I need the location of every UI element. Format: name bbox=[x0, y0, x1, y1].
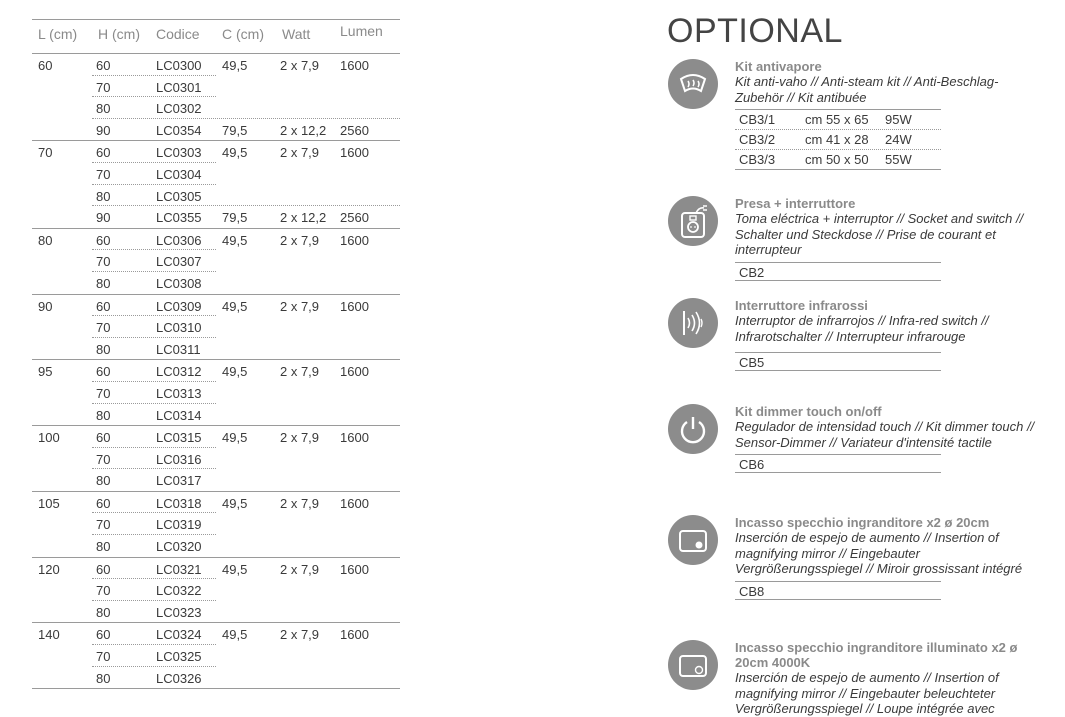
cell-code: LC0354 bbox=[156, 122, 202, 138]
item-title: Presa + interruttore bbox=[735, 196, 856, 211]
cell-code: LC0316 bbox=[156, 451, 202, 467]
cell-code: LC0320 bbox=[156, 539, 202, 555]
cell-h: 90 bbox=[96, 122, 111, 138]
power-dimmer-icon bbox=[668, 404, 718, 454]
cell-l: 95 bbox=[38, 364, 53, 380]
cell-lumen: 2560 bbox=[340, 122, 369, 138]
cell-code: LC0315 bbox=[156, 430, 202, 446]
cell-watt: 2 x 7,9 bbox=[280, 364, 320, 380]
table-row bbox=[32, 185, 400, 207]
cell-code: LC0313 bbox=[156, 385, 202, 401]
kit-size: cm 55 x 65 bbox=[805, 112, 869, 127]
table-group bbox=[32, 558, 400, 624]
header-lumen: Lumen bbox=[340, 23, 383, 39]
cell-watt: 2 x 7,9 bbox=[280, 232, 320, 248]
item-desc: Inserción de espejo de aumento // Insertion of magnifying mirror // Eingebauter Vergrößerungsspiegel // Miroir grossissant intégré bbox=[735, 530, 1023, 576]
cell-h: 80 bbox=[96, 407, 111, 423]
cell-l: 100 bbox=[38, 430, 60, 446]
table-group bbox=[32, 141, 400, 228]
cell-code: LC0306 bbox=[156, 232, 202, 248]
cell-lumen: 1600 bbox=[340, 495, 369, 511]
table-row bbox=[32, 163, 400, 185]
illuminated-mirror-icon bbox=[668, 640, 718, 690]
cell-h: 80 bbox=[96, 341, 111, 357]
item-title: Kit dimmer touch on/off bbox=[735, 404, 882, 419]
cell-l: 120 bbox=[38, 561, 60, 577]
table-group bbox=[32, 360, 400, 426]
table-group bbox=[32, 229, 400, 295]
item-code: CB8 bbox=[735, 581, 941, 600]
item-code: CB6 bbox=[735, 454, 941, 473]
cell-l: 140 bbox=[38, 627, 60, 643]
header-code: Codice bbox=[156, 26, 200, 42]
cell-h: 70 bbox=[96, 79, 111, 95]
table-row bbox=[32, 54, 400, 76]
cell-code: LC0326 bbox=[156, 670, 202, 686]
cell-code: LC0300 bbox=[156, 58, 202, 73]
table-row bbox=[32, 272, 400, 294]
cell-lumen: 1600 bbox=[340, 145, 369, 161]
kit-size: cm 50 x 50 bbox=[805, 152, 869, 167]
kit-watt: 24W bbox=[885, 132, 912, 147]
cell-l: 90 bbox=[38, 298, 53, 314]
table-group bbox=[32, 426, 400, 492]
cell-code: LC0305 bbox=[156, 188, 202, 204]
kit-code: CB3/2 bbox=[739, 132, 776, 147]
cell-l: 60 bbox=[38, 58, 53, 73]
cell-code: LC0325 bbox=[156, 649, 202, 665]
table-row bbox=[32, 492, 400, 514]
cell-watt: 2 x 7,9 bbox=[280, 495, 320, 511]
cell-code: LC0319 bbox=[156, 517, 202, 533]
table-group bbox=[32, 295, 400, 361]
socket-switch-icon bbox=[668, 196, 718, 246]
table-row bbox=[32, 601, 400, 623]
kit-code: CB3/3 bbox=[739, 152, 776, 167]
cell-watt: 2 x 12,2 bbox=[280, 210, 327, 226]
kit-code: CB3/1 bbox=[739, 112, 776, 127]
cell-l: 70 bbox=[38, 145, 53, 161]
table-row bbox=[32, 404, 400, 426]
cell-h: 80 bbox=[96, 539, 111, 555]
optional-title: OPTIONAL bbox=[667, 12, 843, 50]
cell-c: 49,5 bbox=[222, 232, 248, 248]
cell-l: 80 bbox=[38, 232, 53, 248]
kit-size: cm 41 x 28 bbox=[805, 132, 869, 147]
cell-h: 70 bbox=[96, 451, 111, 467]
cell-c: 79,5 bbox=[222, 210, 248, 226]
cell-c: 49,5 bbox=[222, 298, 248, 314]
table-row bbox=[32, 469, 400, 491]
item-title: Interruttore infrarossi bbox=[735, 298, 868, 313]
item-title: Incasso specchio ingranditore illuminato x2 ø 20cm 4000K bbox=[735, 640, 1018, 670]
header-watt: Watt bbox=[282, 26, 311, 42]
cell-code: LC0310 bbox=[156, 320, 202, 336]
table-row bbox=[32, 119, 400, 141]
cell-lumen: 1600 bbox=[340, 561, 369, 577]
cell-c: 49,5 bbox=[222, 495, 248, 511]
kit-watt: 55W bbox=[885, 152, 912, 167]
cell-h: 60 bbox=[96, 58, 111, 73]
cell-code: LC0304 bbox=[156, 166, 202, 182]
cell-h: 80 bbox=[96, 670, 111, 686]
kit-row bbox=[735, 110, 941, 129]
cell-code: LC0302 bbox=[156, 101, 202, 117]
cell-code: LC0309 bbox=[156, 298, 202, 314]
table-row bbox=[32, 338, 400, 360]
cell-lumen: 1600 bbox=[340, 232, 369, 248]
header-l: L (cm) bbox=[38, 26, 78, 42]
table-row bbox=[32, 141, 400, 163]
item-title: Kit antivapore bbox=[735, 59, 822, 74]
item-title: Incasso specchio ingranditore x2 ø 20cm bbox=[735, 515, 990, 530]
table-group bbox=[32, 54, 400, 141]
item-code: CB2 bbox=[735, 262, 941, 281]
header-c: C (cm) bbox=[222, 26, 264, 42]
table-row bbox=[32, 382, 400, 404]
cell-h: 70 bbox=[96, 254, 111, 270]
item-desc: Inserción de espejo de aumento // Insertion of magnifying mirror // Eingebauter beleuchteter Vergrößerungsspiegel // Loupe intégrée avec bbox=[735, 670, 999, 716]
cell-l: 105 bbox=[38, 495, 60, 511]
table-row bbox=[32, 229, 400, 251]
header-h: H (cm) bbox=[98, 26, 140, 42]
table-group bbox=[32, 492, 400, 558]
cell-c: 79,5 bbox=[222, 122, 248, 138]
table-row bbox=[32, 645, 400, 667]
cell-c: 49,5 bbox=[222, 145, 248, 161]
item-desc: Kit anti-vaho // Anti-steam kit // Anti-Beschlag-Zubehör // Kit antibuée bbox=[735, 74, 999, 105]
cell-code: LC0321 bbox=[156, 561, 202, 577]
kit-watt: 95W bbox=[885, 112, 912, 127]
cell-code: LC0317 bbox=[156, 473, 202, 489]
cell-h: 80 bbox=[96, 275, 111, 291]
table-row bbox=[32, 426, 400, 448]
spec-table bbox=[32, 19, 400, 689]
cell-h: 80 bbox=[96, 188, 111, 204]
table-row bbox=[32, 448, 400, 470]
table-row bbox=[32, 76, 400, 98]
cell-code: LC0324 bbox=[156, 627, 202, 643]
table-row bbox=[32, 535, 400, 557]
table-row bbox=[32, 667, 400, 689]
cell-h: 60 bbox=[96, 430, 111, 446]
cell-c: 49,5 bbox=[222, 561, 248, 577]
cell-h: 60 bbox=[96, 232, 111, 248]
table-row bbox=[32, 316, 400, 338]
cell-h: 60 bbox=[96, 145, 111, 161]
cell-lumen: 2560 bbox=[340, 210, 369, 226]
item-desc: Regulador de intensidad touch // Kit dimmer touch // Sensor-Dimmer // Variateur d'intensité tactile bbox=[735, 419, 1035, 450]
cell-h: 80 bbox=[96, 473, 111, 489]
kit-row bbox=[735, 149, 941, 169]
cell-code: LC0301 bbox=[156, 79, 202, 95]
table-row bbox=[32, 558, 400, 580]
cell-c: 49,5 bbox=[222, 430, 248, 446]
cell-lumen: 1600 bbox=[340, 58, 369, 73]
table-row bbox=[32, 250, 400, 272]
item-desc: Toma eléctrica + interruptor // Socket and switch // Schalter und Steckdose // Prise de courant et interrupteur bbox=[735, 211, 1024, 257]
kit-row bbox=[735, 129, 941, 149]
table-header bbox=[32, 19, 400, 54]
cell-lumen: 1600 bbox=[340, 430, 369, 446]
cell-c: 49,5 bbox=[222, 58, 248, 73]
table-row bbox=[32, 360, 400, 382]
cell-code: LC0311 bbox=[156, 341, 201, 357]
cell-h: 70 bbox=[96, 385, 111, 401]
cell-h: 80 bbox=[96, 101, 111, 117]
cell-lumen: 1600 bbox=[340, 298, 369, 314]
cell-h: 70 bbox=[96, 166, 111, 182]
cell-h: 70 bbox=[96, 583, 111, 599]
table-row bbox=[32, 623, 400, 645]
cell-watt: 2 x 7,9 bbox=[280, 145, 320, 161]
item-code: CB5 bbox=[735, 352, 941, 371]
cell-watt: 2 x 7,9 bbox=[280, 627, 320, 643]
table-body bbox=[32, 54, 400, 689]
cell-code: LC0355 bbox=[156, 210, 202, 226]
cell-h: 70 bbox=[96, 320, 111, 336]
table-row bbox=[32, 513, 400, 535]
cell-h: 60 bbox=[96, 627, 111, 643]
cell-code: LC0308 bbox=[156, 275, 202, 291]
cell-watt: 2 x 7,9 bbox=[280, 561, 320, 577]
cell-watt: 2 x 12,2 bbox=[280, 122, 327, 138]
cell-code: LC0312 bbox=[156, 364, 202, 380]
table-row bbox=[32, 97, 400, 119]
infrared-switch-icon bbox=[668, 298, 718, 348]
cell-h: 70 bbox=[96, 649, 111, 665]
kit-table bbox=[735, 109, 941, 170]
cell-h: 90 bbox=[96, 210, 111, 226]
item-desc: Interruptor de infrarrojos // Infra-red switch // Infrarotschalter // Interrupteur infrarouge bbox=[735, 313, 989, 344]
table-group bbox=[32, 623, 400, 689]
cell-code: LC0314 bbox=[156, 407, 202, 423]
magnifying-mirror-icon bbox=[668, 515, 718, 565]
cell-c: 49,5 bbox=[222, 627, 248, 643]
cell-c: 49,5 bbox=[222, 364, 248, 380]
cell-watt: 2 x 7,9 bbox=[280, 58, 320, 73]
cell-h: 60 bbox=[96, 495, 111, 511]
cell-h: 60 bbox=[96, 298, 111, 314]
cell-h: 70 bbox=[96, 517, 111, 533]
table-row bbox=[32, 206, 400, 228]
cell-h: 80 bbox=[96, 604, 111, 620]
table-row bbox=[32, 295, 400, 317]
cell-watt: 2 x 7,9 bbox=[280, 298, 320, 314]
anti-steam-icon bbox=[668, 59, 718, 109]
cell-h: 60 bbox=[96, 561, 111, 577]
cell-code: LC0322 bbox=[156, 583, 202, 599]
cell-code: LC0303 bbox=[156, 145, 202, 161]
cell-lumen: 1600 bbox=[340, 627, 369, 643]
table-row bbox=[32, 579, 400, 601]
cell-h: 60 bbox=[96, 364, 111, 380]
cell-code: LC0307 bbox=[156, 254, 202, 270]
cell-watt: 2 x 7,9 bbox=[280, 430, 320, 446]
cell-code: LC0318 bbox=[156, 495, 202, 511]
cell-lumen: 1600 bbox=[340, 364, 369, 380]
cell-code: LC0323 bbox=[156, 604, 202, 620]
